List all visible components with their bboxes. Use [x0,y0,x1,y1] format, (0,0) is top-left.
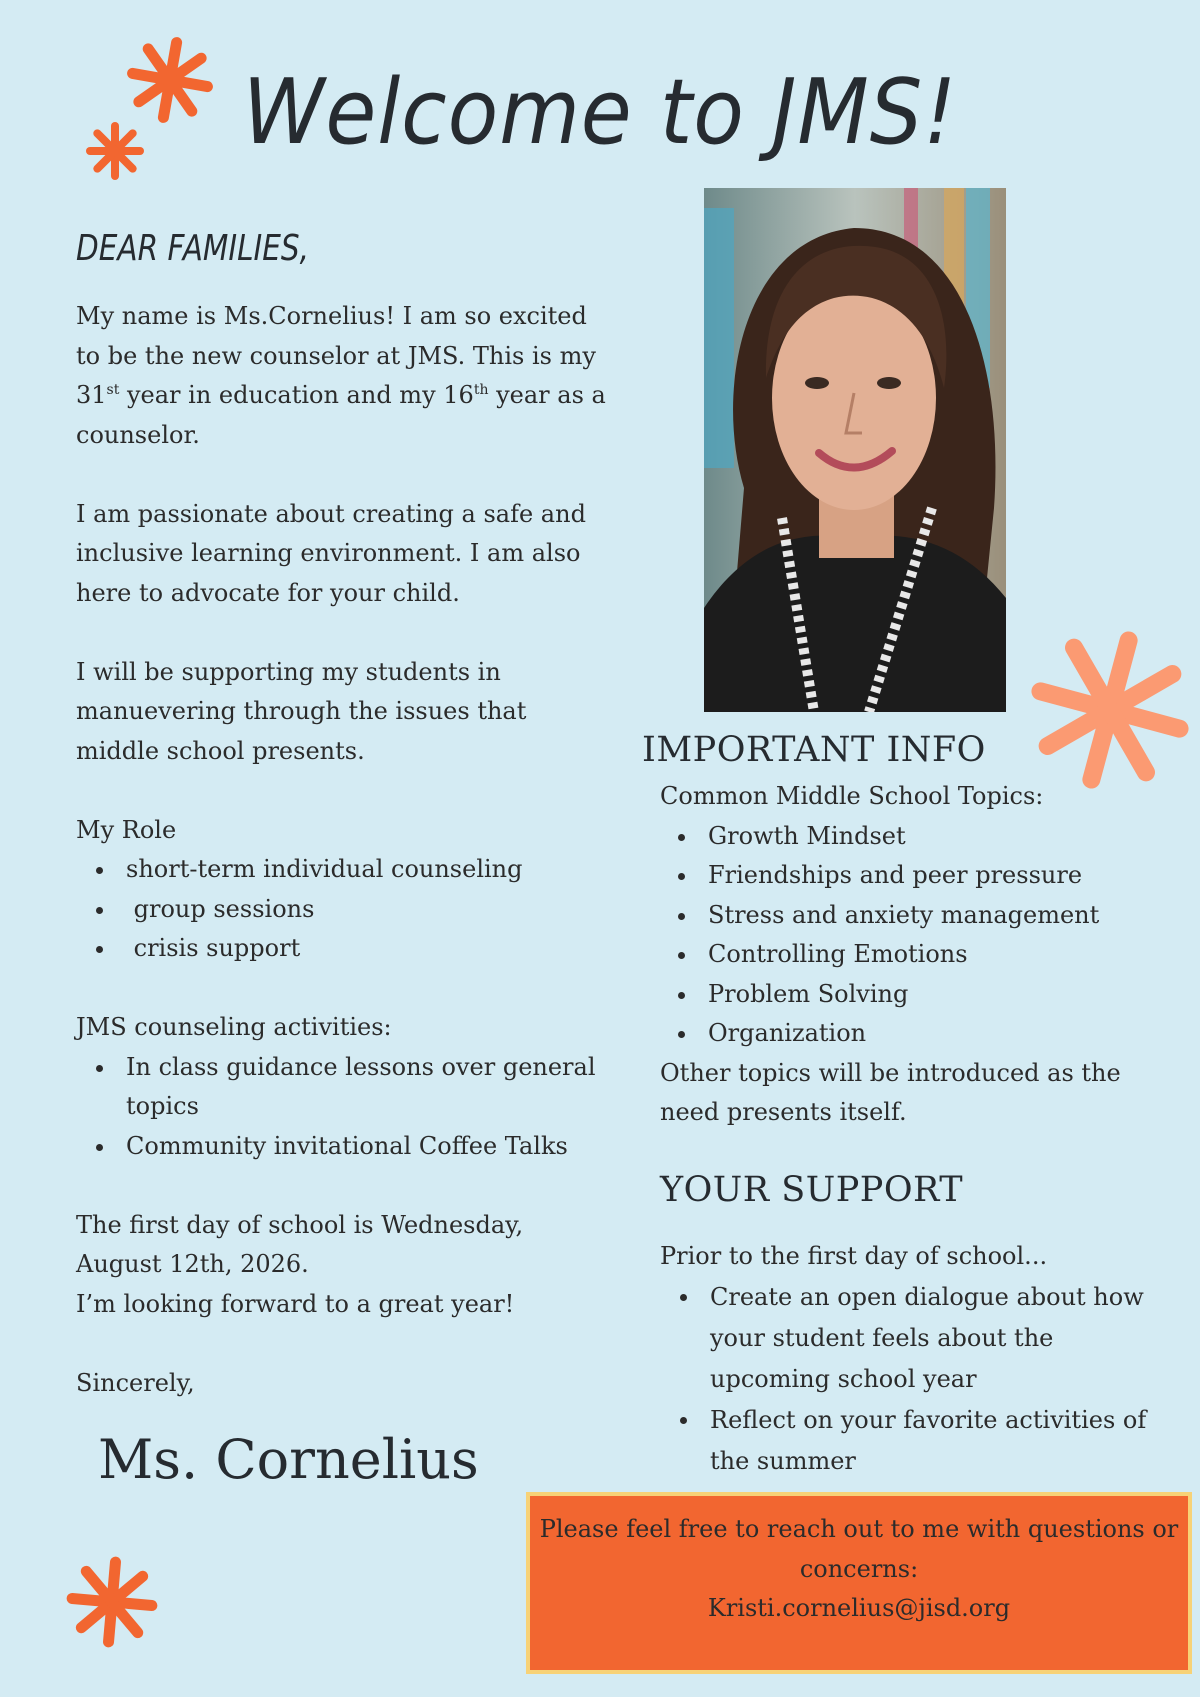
topics-list [658,817,1180,1054]
support-line: middle school presents. [76,736,365,765]
first-day-section [76,1206,616,1325]
list-item: Growth Mindset [658,817,1180,857]
list-item: short-term individual counseling [76,850,616,890]
support-list [660,1277,1180,1482]
signature: Ms. Cornelius [98,1428,479,1491]
role-list [76,850,616,969]
activities-section [76,1008,616,1166]
list-item: Reflect on your favorite activities of the summer [660,1400,1180,1482]
letter-body [76,297,616,1403]
passion-line: inclusive learning environment. I am also [76,539,581,567]
list-item: Organization [658,1014,1180,1054]
greeting: DEAR FAMILIES, [76,228,310,269]
list-item: Stress and anxiety management [658,896,1180,936]
activities-list [76,1048,616,1167]
list-item: Create an open dialogue about how your student feels about the upcoming school year [660,1277,1180,1400]
support-line: I will be supporting my students in [76,657,501,686]
intro-line: to be the new counselor at JMS. This is my [76,341,596,370]
first-day-line: August 12th, 2026. [76,1250,309,1278]
role-section [76,811,616,969]
first-day-line: I’m looking forward to a great year! [76,1289,515,1318]
intro-line: 31st year in education and my 16th year as a [76,381,606,409]
page-title: Welcome to JMS! [242,60,958,165]
list-item: group sessions [76,890,616,930]
list-item: In class guidance lessons over general topics [76,1048,616,1127]
list-item: Friendships and peer pressure [658,856,1180,896]
intro-paragraph [76,297,616,455]
first-day-line: The first day of school is Wednesday, [76,1210,524,1239]
activities-heading: JMS counseling activities: [76,1013,392,1041]
support-paragraph [76,653,616,772]
your-support-section [660,1236,1180,1482]
contact-box [526,1492,1192,1674]
topics-note: need presents itself. [660,1098,907,1126]
important-info-section [660,777,1180,1133]
role-heading: My Role [76,815,177,844]
passion-line: here to advocate for your child. [76,578,460,607]
list-item: crisis support [76,929,616,969]
closing: Sincerely, [76,1368,195,1397]
portrait-illustration [704,188,1006,712]
passion-line: I am passionate about creating a safe and [76,499,586,528]
support-line: manuevering through the issues that [76,697,527,725]
star-decoration-right [1020,630,1200,790]
intro-line: counselor. [76,420,200,449]
topics-note: Other topics will be introduced as the [660,1058,1121,1087]
topics-heading: Common Middle School Topics: [660,782,1044,810]
list-item: Problem Solving [658,975,1180,1015]
contact-email[interactable]: Kristi.cornelius@jisd.org [707,1594,1011,1622]
counselor-photo [704,188,1006,712]
passion-paragraph [76,495,616,614]
list-item: Community invitational Coffee Talks [76,1127,616,1167]
list-item: Controlling Emotions [658,935,1180,975]
contact-message: Please feel free to reach out to me with questions or [539,1515,1179,1543]
important-info-heading: IMPORTANT INFO [642,730,986,770]
your-support-heading: YOUR SUPPORT [660,1170,964,1210]
star-decoration-bottom [60,1550,164,1654]
contact-message: concerns: [799,1554,919,1583]
intro-line: My name is Ms.Cornelius! I am so excited [76,302,587,330]
support-intro: Prior to the first day of school... [660,1242,1048,1270]
